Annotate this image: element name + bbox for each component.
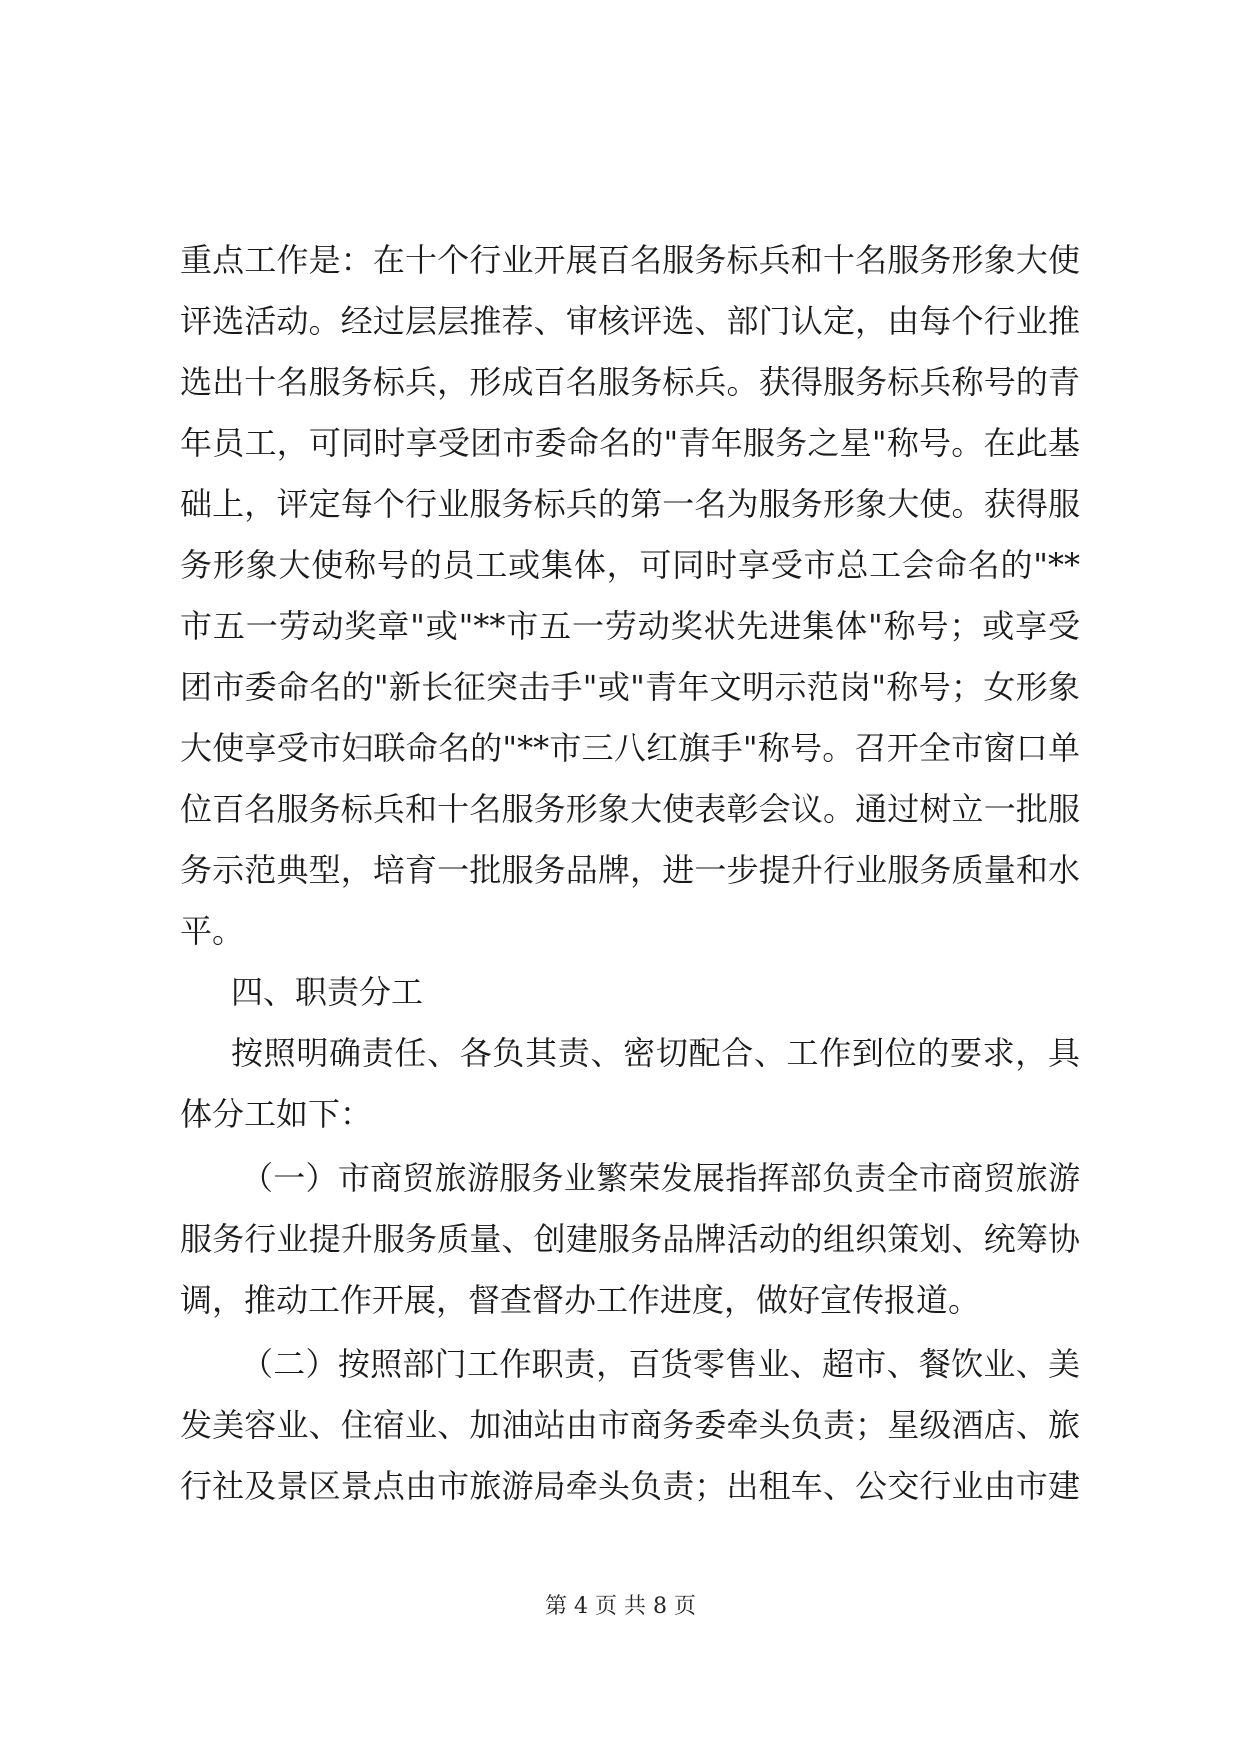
text-line: 发美容业、住宿业、加油站由市商务委牵头负责；星级酒店、旅: [180, 1406, 1080, 1444]
text-line: 选出十名服务标兵，形成百名服务标兵。获得服务标兵称号的青: [180, 363, 1080, 401]
text-line: 务示范典型，培育一批服务品牌，进一步提升行业服务质量和水: [180, 851, 1080, 889]
text-line: 调，推动工作开展，督查督办工作进度，做好宣传报道。: [180, 1281, 981, 1319]
text-line: 础上，评定每个行业服务标兵的第一名为服务形象大使。获得服: [180, 485, 1080, 523]
text-line: 行社及景区景点由市旅游局牵头负责；出租车、公交行业由市建: [180, 1467, 1080, 1505]
text-line: 服务行业提升服务质量、创建服务品牌活动的组织策划、统筹协: [180, 1220, 1080, 1258]
text-line: 团市委命名的"新长征突击手"或"青年文明示范岗"称号；女形象: [180, 668, 1080, 706]
text-line: 年员工，可同时享受团市委命名的"青年服务之星"称号。在此基: [180, 424, 1080, 462]
text-line: 评选活动。经过层层推荐、审核评选、部门认定，由每个行业推: [180, 302, 1080, 340]
page-footer: [0, 1592, 1241, 1622]
text-line: 市五一劳动奖章"或"**市五一劳动奖状先进集体"称号；或享受: [180, 607, 1080, 645]
paragraph-item-one: [180, 1148, 1080, 1331]
text-line: 按照明确责任、各负其责、密切配合、工作到位的要求，具: [231, 1034, 1080, 1072]
text-line: 位百名服务标兵和十名服务形象大使表彰会议。通过树立一批服: [180, 790, 1080, 828]
text-line: （二）按照部门工作职责，百货零售业、超市、餐饮业、美: [241, 1345, 1080, 1383]
text-line: 大使享受市妇联命名的"**市三八红旗手"称号。召开全市窗口单: [180, 729, 1080, 767]
section-heading: 四、职责分工: [231, 973, 424, 1011]
text-line: （一）市商贸旅游服务业繁荣发展指挥部负责全市商贸旅游: [241, 1159, 1080, 1197]
paragraph-division-intro: [180, 1023, 1080, 1145]
text-line: 务形象大使称号的员工或集体，可同时享受市总工会命名的"**: [180, 546, 1080, 584]
document-body: [180, 230, 1080, 1517]
paragraph-item-two: [180, 1334, 1080, 1517]
text-line: 平。: [180, 912, 245, 950]
paragraph-key-work: [180, 230, 1080, 962]
text-line: 重点工作是：在十个行业开展百名服务标兵和十名服务形象大使: [180, 241, 1080, 279]
page-number: 第 4 页 共 8 页: [545, 1594, 696, 1619]
text-line: 体分工如下：: [180, 1095, 373, 1133]
